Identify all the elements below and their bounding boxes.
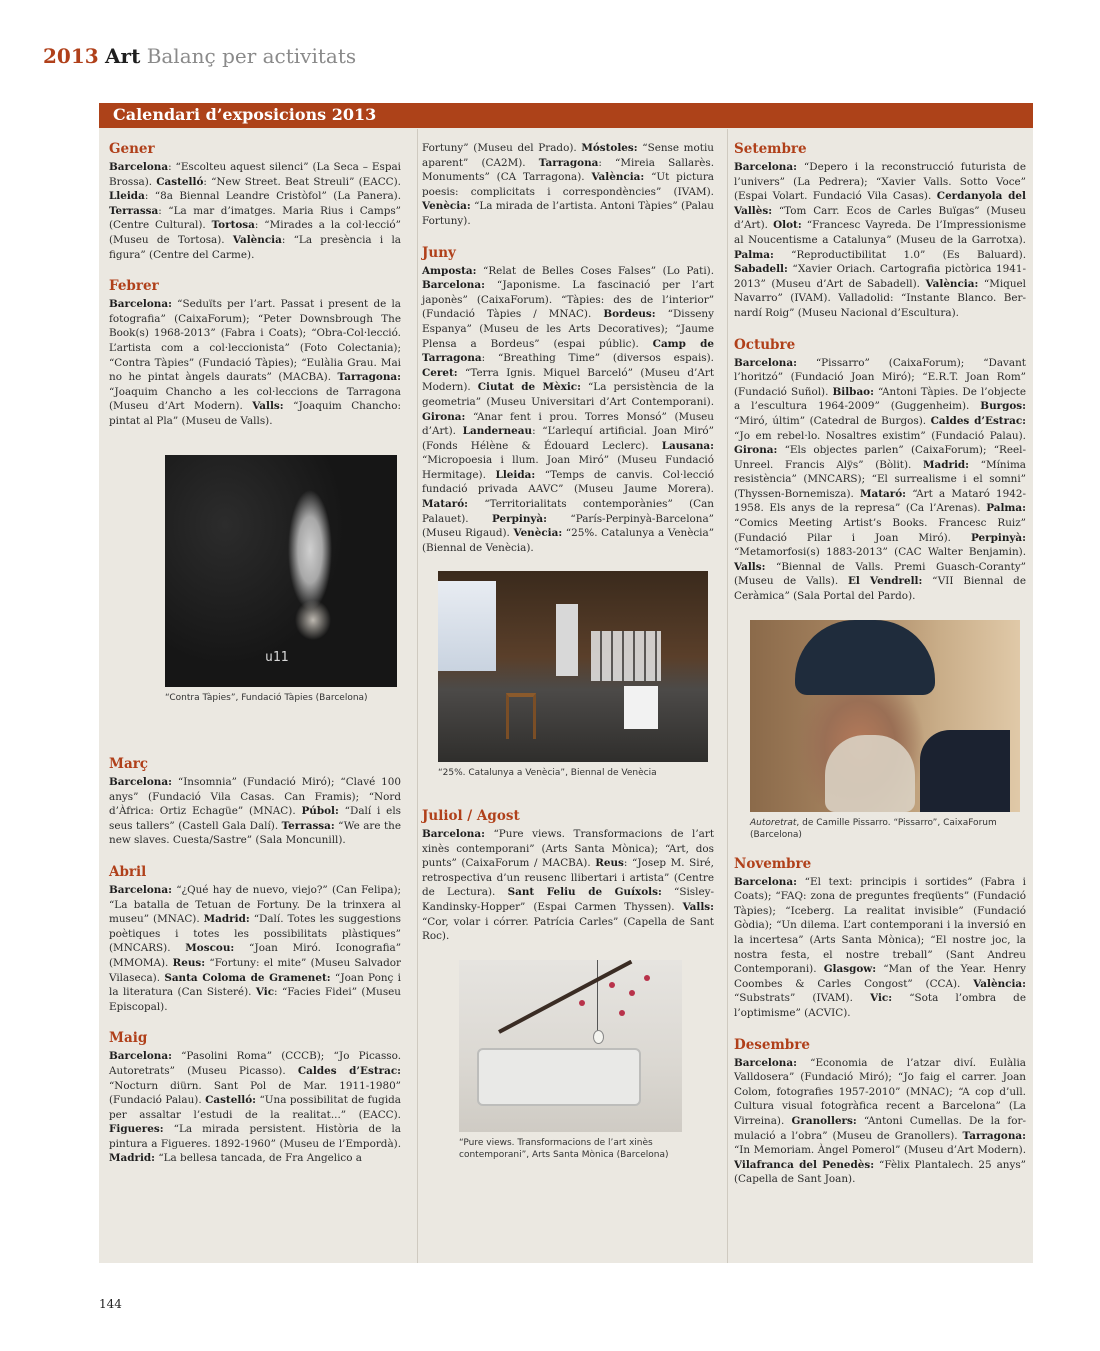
exhibition-text: “Miquel Navarro” (IVAM). Valladolid: “Instante Blanco. Bernardí Roig” (Museu Nacional d’Escultura). <box>734 277 1026 319</box>
location-name: Valls: <box>682 900 714 913</box>
location-name: València: <box>591 171 645 184</box>
exhibitions-panel <box>99 103 1033 1263</box>
location-name: Tarragona: <box>337 371 401 384</box>
section-banner <box>99 103 1033 128</box>
month-entries <box>422 141 714 229</box>
month-entries <box>109 160 401 262</box>
figure-pure-views <box>422 960 714 1162</box>
location-name: Valls: <box>252 400 284 413</box>
location-name: Madrid: <box>109 1152 156 1165</box>
exhibition-text: “Joan Miró. Iconografia” (MMOMA). <box>109 942 402 969</box>
exhibition-text: : “8a Biennal Leandre Cristòfol” (La Panera). <box>144 190 401 203</box>
header-section: Art <box>105 44 141 68</box>
month-heading: Desembre <box>734 1036 810 1053</box>
exhibition-text: “We are the new slaves. Cuesta/Sastre” (Sala Moncunill). <box>109 819 401 847</box>
exhibition-text: “Seduïts per l’art. Passat i present de la fotografia” (CaixaForum); “Peter Downsbrough The Book(s) 1968-2013” (Fabra i Coats); “Obra-Col·lecció. L’artista com a col·leccionista” (Foto Colectania); “Contra Tàpies” (Fundació Tàpies); “Eulàlia Grau. Mai no he pintat àngels daurats” (MACBA). <box>109 298 401 384</box>
month-entries <box>109 1049 401 1166</box>
exhibition-text: “In Memoriam. Àngel Pomerol” (Museu d’Art Modern). <box>734 1144 1026 1157</box>
location-name: Vic: <box>870 992 893 1005</box>
column-2 <box>422 141 714 1162</box>
month-heading: Abril <box>109 863 147 880</box>
figure-caption: “25%. Catalunya a Venècia”, Biennal de Venècia <box>438 768 657 779</box>
location-name: Figueres: <box>109 1123 164 1136</box>
location-name: Barcelona: <box>109 883 172 896</box>
location-name: Barcelona: <box>109 298 172 311</box>
exhibition-text: “25%. Catalunya a Venècia” (Biennal de Venècia). <box>422 527 715 554</box>
exhibition-text: “Nocturn diürn. Sant Pol de Mar. 1911-1980” (Fundació Palau). <box>109 1079 401 1107</box>
location-name: Mataró: <box>422 498 469 511</box>
exhibition-text: “Joan Ponç i la literatura (Can Sisteré). <box>109 971 401 999</box>
exhibition-text: “Comics Meeting Artist’s Books. Francesc Ruiz” (Fundació Pilar i Joan Miró). <box>734 517 1026 544</box>
location-name: Venècia: <box>422 200 471 213</box>
exhibition-text: “VII Biennal de Ceràmica” (Sala Portal del Pardo). <box>734 575 1026 603</box>
figure-venice <box>422 571 714 780</box>
exhibition-text: “Sisley-Kandinsky-Hopper” (Espai Carmen Thyssen). <box>422 886 714 913</box>
location-name: València <box>232 233 282 246</box>
header-year: 2013 <box>43 44 99 68</box>
header-subtitle: Balanç per activitats <box>146 44 357 68</box>
location-name: Valls: <box>734 560 766 573</box>
location-name: Girona: <box>422 410 466 423</box>
month-block-febrer <box>109 278 401 428</box>
location-name: Barcelona: <box>734 161 797 173</box>
location-name: Barcelona: <box>109 1050 172 1063</box>
location-name: Tarragona: <box>962 1129 1026 1142</box>
exhibition-text: “Mínima resistència” (MNCARS); “El surrealisme i el somni” (Thyssen-Bornemisza). <box>734 458 1026 500</box>
exhibition-text: “París-Perpinyà-Barcelona” (Museu Rigaud). <box>422 512 714 540</box>
exhibition-text: “La persistència de la geometria” (Museu Universitari d’Art Contemporani). <box>422 381 715 408</box>
location-name: Lleida: <box>495 468 536 481</box>
photo-pure-views <box>459 960 682 1132</box>
caption-artwork-title: Autoretrat <box>750 817 797 828</box>
location-name: València: <box>925 277 979 290</box>
figure-caption: “Contra Tàpies”, Fundació Tàpies (Barcelona) <box>165 692 368 703</box>
location-name: Lleida <box>109 190 145 203</box>
month-entries <box>734 875 1026 1021</box>
exhibition-text: “Xavier Oriach. Cartografia pictòrica 1941-2013” (Museu d’Art de Sabadell). <box>734 263 1026 290</box>
figure-caption <box>750 817 1026 842</box>
location-name: Vic <box>255 986 275 999</box>
figure-caption: “Pure views. Transformacions de l’art xinès contemporani”, Arts Santa Mònica (Barcelona) <box>459 1137 669 1161</box>
exhibition-text: Fortuny” (Museu del Prado). <box>422 142 582 154</box>
month-block-abril <box>109 864 401 1014</box>
location-name: Sant Feliu de Guíxols: <box>507 886 662 899</box>
exhibition-text: “Pure views. Transformacions de l’art xinès contemporani” (Arts Santa Mònica); “Art, dos punts” (CaixaForum / MACBA). <box>422 827 714 870</box>
month-entries <box>422 264 714 556</box>
month-heading: Maig <box>109 1030 148 1047</box>
month-block-juny <box>422 245 714 556</box>
photo-contra-tapies <box>165 455 397 687</box>
exhibition-text: : “L’arlequí artificial. Joan Miró” (Fonds Hélène & Édouard Leclerc). <box>422 425 714 452</box>
location-name: Barcelona: <box>734 356 797 369</box>
exhibition-text: “Disseny Espanya” (Museu de les Arts Decoratives); “Jaume Plensa a Bordeus” (espai públic). <box>422 308 714 350</box>
exhibition-text: : “Breathing Time” (diversos espais). <box>481 352 714 365</box>
location-name: Venècia: <box>513 527 563 540</box>
location-name: Caldes d’Estrac: <box>930 414 1026 427</box>
exhibition-text: “Temps de canvis. Col·lecció fundació privada AAVC” (Museu Jaume Morera). <box>422 468 714 496</box>
exhibition-text: “Dalí i els seus tallers” (Castell Gala Dalí). <box>109 805 401 832</box>
exhibition-text: “Pasolini Roma” (CCCB); “Jo Picasso. Autoretrats” (Museu Picasso). <box>109 1050 401 1077</box>
location-name: Terrassa: <box>281 819 335 832</box>
month-heading: Novembre <box>734 855 812 872</box>
location-name: Girona: <box>734 444 778 457</box>
exhibition-text: : “Facies Fidei” (Museu Episcopal). <box>109 986 401 1013</box>
location-name: Barcelona: <box>422 827 485 840</box>
caption-text: , de Camille Pissarro. “Pissarro”, CaixaForum (Barcelona) <box>750 817 997 841</box>
month-block-novembre <box>734 856 1026 1021</box>
location-name: Cerdanyola del Vallès: <box>734 190 1026 217</box>
exhibition-text: “Tom Carr. Ecos de Carles Buïgas” (Museu d’Art). <box>734 204 1026 232</box>
exhibition-text: “La mirada persistent. Història de la pintura a Figueres. 1892-1960” (Museu de l’Empordà). <box>109 1123 401 1150</box>
location-name: Barcelona: <box>422 279 485 292</box>
month-entries <box>734 160 1026 321</box>
location-name: Barcelona: <box>734 875 797 888</box>
month-block-setembre <box>734 141 1026 321</box>
location-name: Madrid: <box>922 458 969 471</box>
page-number: 144 <box>99 1297 122 1311</box>
column-divider <box>417 129 418 1263</box>
page-header <box>43 44 356 68</box>
exhibition-text: “Metamorfosi(s) 1883-2013” (CAC Walter Benjamin). <box>734 546 1026 559</box>
location-name: Castelló <box>156 175 204 188</box>
month-block-maig-continued <box>422 141 714 229</box>
location-name: Caldes d’Estrac: <box>297 1064 401 1077</box>
location-name: Bilbao: <box>832 385 874 398</box>
exhibition-text: : “La mar d’imatges. Maria Rius i Camps” (Centre Cultural). <box>109 204 401 232</box>
exhibition-text: “Miró, últim” (Catedral de Burgos). <box>734 414 931 427</box>
exhibition-text: “Territorialitats contemporànies” (Can Palauet). <box>422 498 714 525</box>
exhibition-text: “Antoni Cumellas. De la formulació a l’obra” (Museu de Granollers). <box>734 1114 1026 1142</box>
exhibition-text: “La mirada de l’artista. Antoni Tàpies” (Palau Fortuny). <box>422 200 714 227</box>
exhibition-text: “El text: principis i sortides” (Fabra i Coats); “FAQ: zona de preguntes freqüents” (Fundació Tàpies); “Iceberg. La realitat invisible” (Fundació Gòdia); “Un dilema. L’art contemporani i la inversió en la incertesa” (Arts Santa Mònica); “El nostre joc, la nostra festa, el nostre treball” (Sant Andreu Contemporani). <box>734 875 1026 976</box>
exhibition-text: “Sense motiu aparent” (CA2M). <box>422 142 714 169</box>
month-entries <box>109 775 401 848</box>
month-heading: Octubre <box>734 336 796 353</box>
exhibition-text: “Terra Ignis. Miquel Barceló” (Museu d’Art Modern). <box>422 366 714 394</box>
figure-contra-tapies <box>109 455 401 705</box>
exhibition-text: “Fortuny: el mite” (Museu Salvador Vilaseca). <box>109 956 401 984</box>
location-name: Ciutat de Mèxic: <box>477 381 581 394</box>
month-heading: Gener <box>109 141 155 157</box>
exhibition-text: “Depero i la reconstrucció futurista de l’univers” (La Pedrera); “Xavier Valls. Sotto Voce” (Espai Volart. Fundació Vila Casas). <box>734 161 1026 203</box>
exhibition-text: “Economia de l’atzar diví. Eulàlia Valldosera” (Fundació Miró); “Jo faig el carrer. Joan Colom, fotografies 1957-2010” (MNAC); “A cop d’ull. Cultura visual fotogràfica recent a Barcelona” (La Virreina). <box>734 1056 1026 1127</box>
month-heading: Juny <box>422 244 456 261</box>
photo-pissarro-self-portrait <box>750 620 1020 812</box>
location-name: Tarragona <box>538 156 599 169</box>
exhibition-text: “Els objectes parlen” (CaixaForum); “Reel-Unreel. Francis Alÿs” (Bòlit). <box>734 444 1026 471</box>
location-name: Terrassa <box>109 204 159 217</box>
exhibition-text: “Japonisme. La fascinació per l’art japonès” (CaixaForum). “Tàpies: des de l’interior” (Fundació Tàpies / MNAC). <box>422 279 714 321</box>
location-name: Glasgow: <box>823 963 877 976</box>
location-name: Castelló: <box>205 1094 257 1107</box>
location-name: Perpinyà: <box>492 512 547 525</box>
month-block-maig <box>109 1030 401 1166</box>
month-heading: Febrer <box>109 278 159 295</box>
location-name: Barcelona: <box>734 1056 797 1069</box>
exhibition-text: “La bellesa tancada, de Fra Angelico a <box>155 1152 362 1165</box>
exhibition-text: : “Escolteu aquest silenci” (La Seca – Espai Brossa). <box>109 161 401 188</box>
location-name: Palma: <box>734 248 774 261</box>
location-name: Moscou: <box>185 942 235 955</box>
exhibition-text: “¿Qué hay de nuevo, viejo?” (Can Felipa); “La batalla de Tetuan de Fortuny. De la trinxera al museu” (MNAC). <box>109 883 401 926</box>
exhibition-text: “Insomnia” (Fundació Miró); “Clavé 100 anys” (Fundació Vila Casas. Can Framis); “Nord d’Àfrica: Ortiz Echagüe” (MNAC). <box>109 776 401 818</box>
exhibition-text: “Micropoesia i llum. Joan Miró” (Museu Fundació Hermitage). <box>422 454 714 481</box>
photo-venice-biennale <box>438 571 708 762</box>
month-block-gener <box>109 141 401 262</box>
exhibition-text: “Cor, volar i córrer. Patrícia Carles” (Capella de Sant Roc). <box>422 915 714 943</box>
location-name: Bordeus: <box>603 308 656 321</box>
location-name: Granollers: <box>791 1114 857 1127</box>
month-entries <box>734 1056 1026 1187</box>
location-name: València: <box>973 977 1026 990</box>
exhibition-text: : “Josep M. Siré, retrospectiva d’un reusenc llibertari i artista” (Centre de Lectura). <box>422 857 714 899</box>
location-name: Perpinyà: <box>971 531 1026 544</box>
exhibition-text: “Anar fent i prou. Torres Monsó” (Museu d’Art). <box>422 410 714 438</box>
location-name: Madrid: <box>203 913 250 926</box>
exhibition-text: “Substrats” (IVAM). <box>734 992 871 1005</box>
month-entries <box>734 356 1026 604</box>
location-name: Móstoles: <box>581 142 638 154</box>
exhibition-text: “Antoni Tàpies. De l’objecte a l’escultura 1964-2009” (Guggenheim). <box>734 385 1026 413</box>
month-block-marc <box>109 756 401 848</box>
location-name: Mataró: <box>860 487 907 500</box>
location-name: Olot: <box>773 219 802 232</box>
month-block-octubre <box>734 337 1026 604</box>
column-1 <box>109 141 401 1182</box>
month-block-juliol-agost <box>422 808 714 944</box>
location-name: Ceret: <box>422 366 458 379</box>
exhibition-text: “Sota l’ombra de l’optimisme” (ACVIC). <box>734 992 1026 1019</box>
location-name: Reus: <box>172 956 206 969</box>
exhibition-text: : “Mireia Sallarès. Monuments” (CA Tarragona). <box>422 156 714 184</box>
location-name: Sabadell: <box>734 263 788 276</box>
location-name: Barcelona: <box>109 776 172 788</box>
month-entries <box>109 297 401 428</box>
column-divider <box>727 129 728 1263</box>
banner-title: Calendari d’exposicions 2013 <box>113 105 377 124</box>
month-heading: Març <box>109 756 149 772</box>
month-entries <box>109 883 401 1014</box>
exhibition-text: “Jo em rebel·lo. Nosaltres existim” (Fundació Palau). <box>734 429 1026 442</box>
exhibition-text: “Fèlix Plantalech. 25 anys” (Capella de Sant Joan). <box>734 1158 1026 1186</box>
photo-watermark: u11 <box>265 649 289 665</box>
location-name: Púbol: <box>301 805 339 818</box>
exhibition-text: “Art a Mataró 1942-1958. Els anys de la represa” (Ca l’Arenas). <box>734 487 1026 515</box>
location-name: Palma: <box>986 502 1026 515</box>
month-entries <box>422 827 714 944</box>
location-name: Tortosa <box>211 219 255 232</box>
month-block-desembre <box>734 1037 1026 1187</box>
exhibition-text: “Reproductibilitat 1.0” (Es Baluard). <box>773 248 1026 261</box>
location-name: El Vendrell: <box>847 575 923 588</box>
exhibition-text: “Pissarro” (CaixaForum); “Davant l’horitzó” (Fundació Joan Miró); “E.R.T. Joan Rom” (Fundació Suñol). <box>734 356 1026 398</box>
location-name: Lausana: <box>661 439 714 452</box>
column-3 <box>734 141 1026 1203</box>
exhibition-text: “Una possibilitat de fugida per assaltar l’estudi de la realitat...” (EACC). <box>109 1094 401 1121</box>
exhibition-text: “Dalí. Totes les suggestions poètiques i totes les possibilitats plàstiques” (MNCARS). <box>109 913 401 955</box>
location-name: Burgos: <box>980 400 1026 413</box>
exhibition-text: “Relat de Belles Coses Falses” (Lo Pati). <box>476 264 714 277</box>
month-heading: Juliol / Agost <box>422 807 520 824</box>
month-heading: Setembre <box>734 141 807 157</box>
exhibition-text: “Biennal de Valls. Premi Guasch-Coranty” (Museu de Valls). <box>734 560 1026 588</box>
exhibition-text: : “New Street. Beat Streuli” (EACC). <box>203 175 401 188</box>
exhibition-text: “Ut pictura poesis: complicitats i correspondències” (IVAM). <box>422 171 714 198</box>
exhibition-text: “Francesc Vayreda. De l’Impressionisme al Noucentisme a Catalunya” (Museu de la Garrotxa). <box>734 219 1026 246</box>
location-name: Barcelona <box>109 161 169 173</box>
location-name: Vilafranca del Penedès: <box>734 1158 875 1171</box>
location-name: Reus <box>595 857 624 870</box>
location-name: Amposta: <box>422 264 477 277</box>
exhibition-text: “Joaquim Chancho a les col·leccions de Tarragona (Museu d’Art Modern). <box>109 385 401 413</box>
exhibition-text: : “La presència i la figura” (Centre del Carme). <box>109 233 401 261</box>
location-name: Camp de Tarragona <box>422 337 714 365</box>
location-name: Santa Coloma de Gramenet: <box>164 971 331 984</box>
location-name: Landerneau <box>462 425 533 438</box>
exhibition-text: : “Mirades a la col·lecció” (Museu de Tortosa). <box>109 219 401 246</box>
figure-pissarro <box>734 620 1026 842</box>
exhibition-text: “Man of the Year. Henry Coombes & Carles Congost” (CCA). <box>734 963 1026 990</box>
exhibition-text: “Joaquim Chancho: pintat al Pla” (Museu de Valls). <box>109 400 401 427</box>
